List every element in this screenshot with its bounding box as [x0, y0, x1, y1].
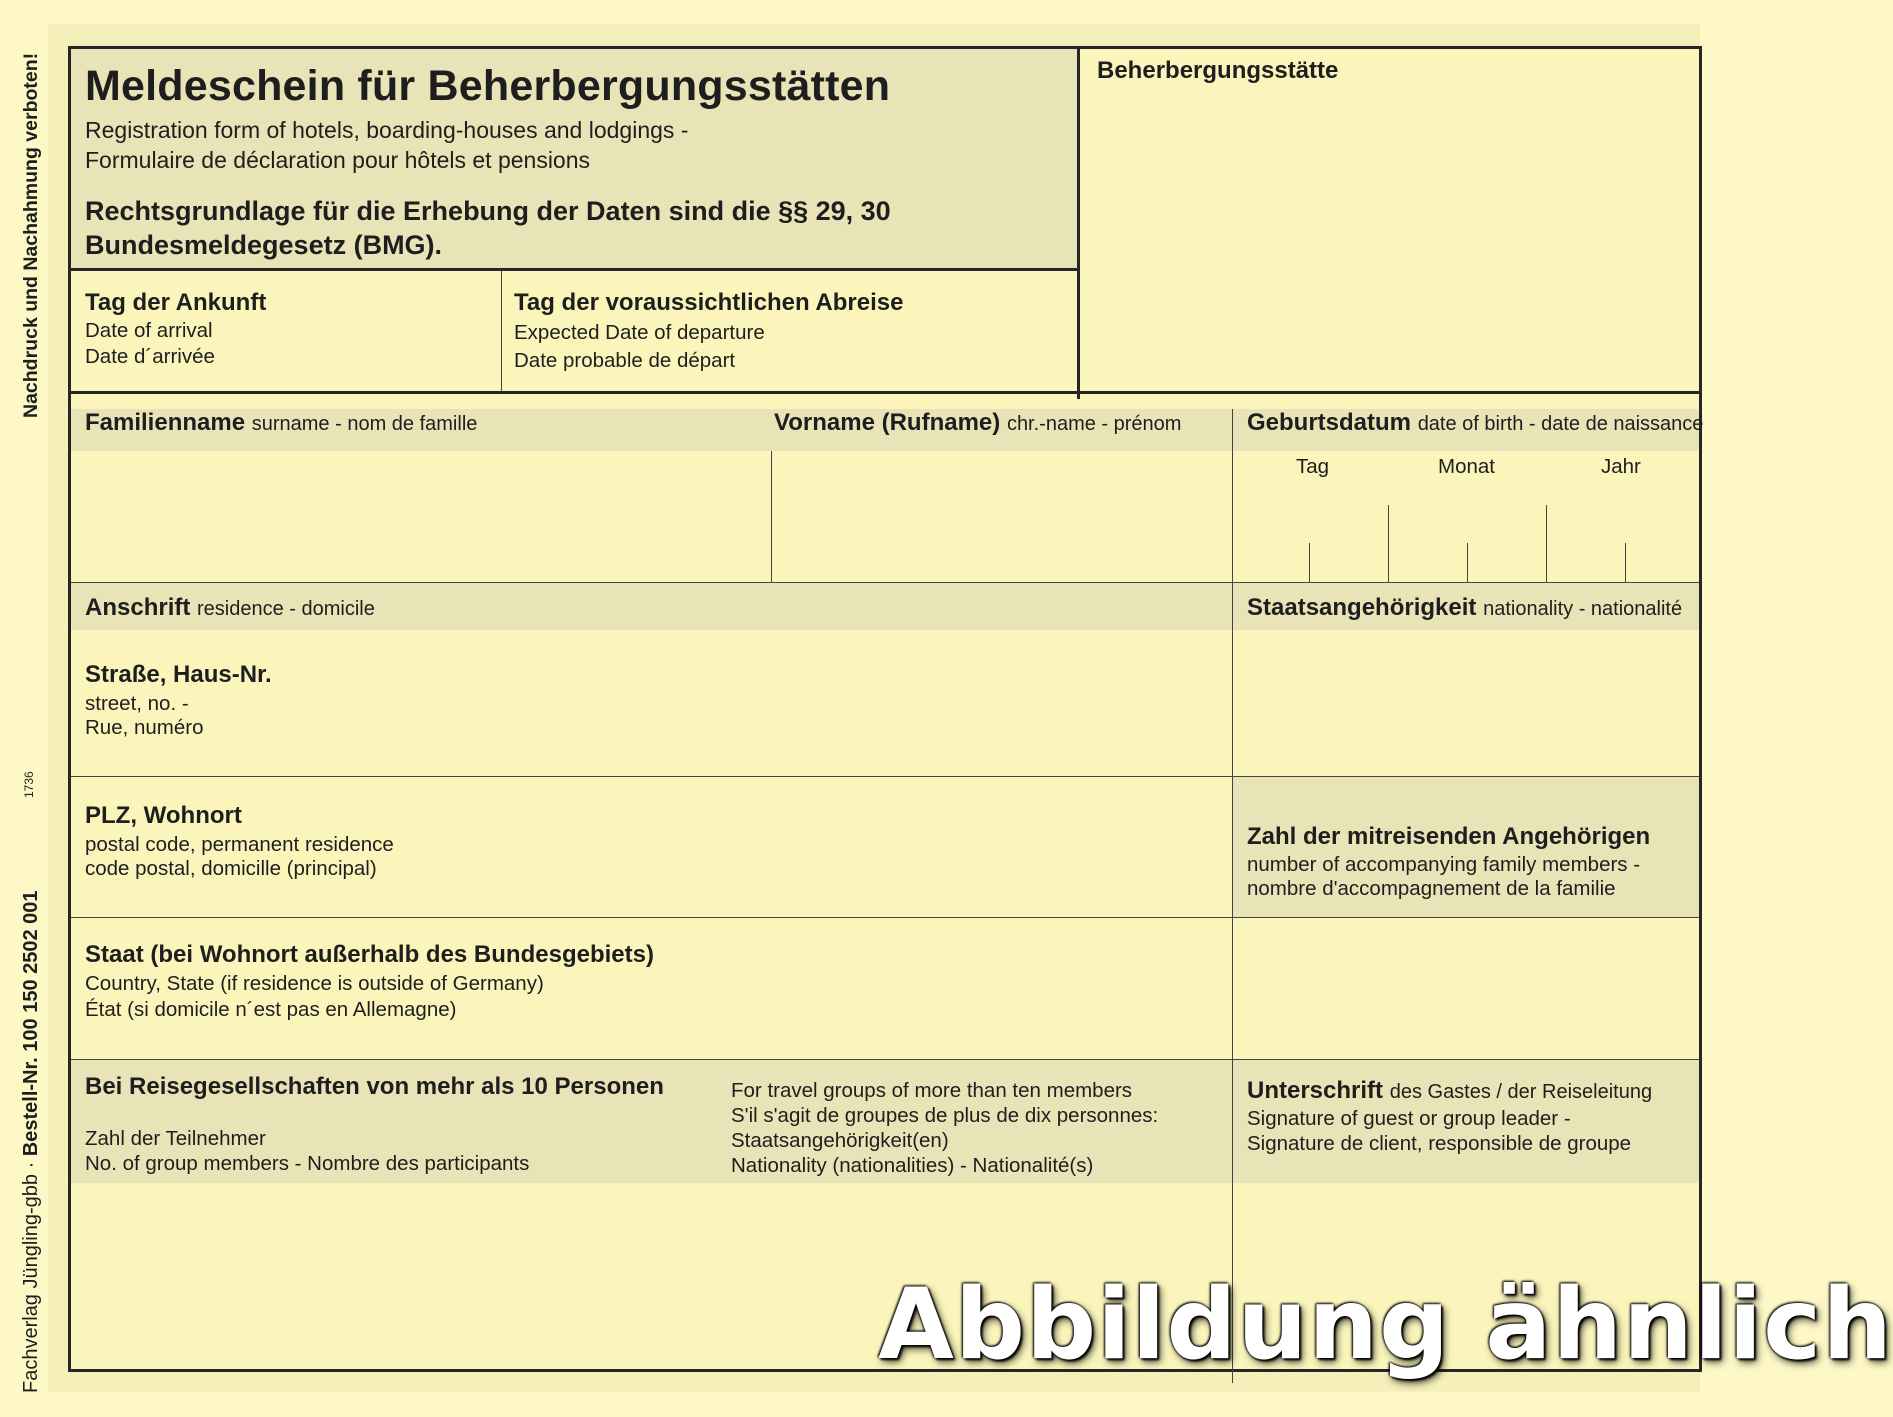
street-row-rule	[71, 776, 1699, 777]
signature-sub: des Gastes / der Reiseleitung	[1389, 1081, 1653, 1103]
group-info-fr: S'il s'agit de groupes de plus de dix personnes:	[731, 1104, 1159, 1127]
date-divider	[501, 271, 502, 391]
group-info-en: For travel groups of more than ten members	[731, 1079, 1133, 1102]
birthdate-tick	[1546, 505, 1547, 582]
header-divider	[1077, 49, 1080, 399]
surname-label: Familienname surname - nom de famille	[85, 409, 478, 436]
departure-label: Tag der voraussichtlichen Abreise	[514, 289, 904, 316]
birthdate-tick	[1467, 543, 1468, 582]
order-number: Bestell-Nr. 100 150 2502 001	[20, 890, 42, 1157]
nationality-label: Staatsangehörigkeit nationality - nationalité	[1247, 594, 1683, 621]
form-subtitle-fr: Formulaire de déclaration pour hôtels et pensions	[85, 147, 591, 173]
family-count-fr: nombre d'accompagnement de la familie	[1247, 877, 1616, 900]
arrival-fr: Date d´arrivée	[85, 345, 215, 368]
postal-row-rule	[71, 917, 1699, 918]
publisher-order-info	[20, 890, 43, 1393]
form-subtitle-en: Registration form of hotels, boarding-houses and lodgings -	[85, 117, 689, 143]
departure-fr: Date probable de départ	[514, 349, 736, 372]
birthdate-label: Geburtsdatum date of birth - date de naissance	[1247, 409, 1704, 436]
sample-watermark: Abbildung ähnlich	[878, 1268, 1893, 1382]
group-count-de: Zahl der Teilnehmer	[85, 1127, 266, 1150]
birthdate-tick	[1388, 505, 1389, 582]
form-title: Meldeschein für Beherbergungsstätten	[85, 62, 891, 110]
surname-sub: surname - nom de famille	[251, 413, 478, 435]
group-label: Bei Reisegesellschaften von mehr als 10 Personen	[85, 1073, 664, 1100]
form-number: 1736	[22, 771, 36, 798]
departure-en: Expected Date of departure	[514, 321, 765, 344]
top-section-rule	[71, 391, 1699, 394]
legal-basis-2: Bundesmeldegesetz (BMG).	[85, 230, 443, 260]
address-label: Anschrift residence - domicile	[85, 594, 375, 621]
country-fr: État (si domicile n´est pas en Allemagne)	[85, 998, 457, 1021]
birthdate-day-label: Tag	[1296, 455, 1330, 478]
street-label: Straße, Haus-Nr.	[85, 661, 272, 688]
birthdate-tick	[1309, 543, 1310, 582]
signature-en: Signature of guest or group leader -	[1247, 1107, 1571, 1130]
signature-fr: Signature de client, responsible de groupe	[1247, 1132, 1632, 1155]
name-row-rule	[71, 582, 1699, 583]
group-count-en: No. of group members - Nombre des participants	[85, 1152, 530, 1175]
country-row-rule	[71, 1059, 1699, 1060]
family-count-label: Zahl der mitreisenden Angehörigen	[1247, 823, 1651, 850]
group-nationality-de: Staatsangehörigkeit(en)	[731, 1129, 949, 1152]
country-label: Staat (bei Wohnort außerhalb des Bundesgebiets)	[85, 941, 654, 968]
arrival-en: Date of arrival	[85, 319, 213, 342]
birthdate-tick	[1625, 543, 1626, 582]
birthdate-month-label: Monat	[1438, 455, 1495, 478]
copyright-notice: Nachdruck und Nachahmung verboten!	[20, 52, 42, 418]
legal-basis-1: Rechtsgrundlage für die Erhebung der Daten sind die §§ 29, 30	[85, 196, 891, 226]
group-nationality-en: Nationality (nationalities) - Nationalité(s)	[731, 1154, 1094, 1177]
nationality-sub: nationality - nationalité	[1483, 598, 1683, 620]
title-rule	[71, 268, 1080, 271]
firstname-label: Vorname (Rufname) chr.-name - prénom	[774, 409, 1182, 436]
publisher-name: Fachverlag Jüngling-gbb ·	[20, 1156, 42, 1393]
arrival-label: Tag der Ankunft	[85, 289, 267, 316]
street-en: street, no. -	[85, 692, 189, 715]
family-count-en: number of accompanying family members -	[1247, 853, 1641, 876]
establishment-label: Beherbergungsstätte	[1097, 57, 1339, 84]
street-fr: Rue, numéro	[85, 716, 204, 739]
birthdate-sub: date of birth - date de naissance	[1417, 413, 1704, 435]
postal-label: PLZ, Wohnort	[85, 802, 242, 829]
signature-label: Unterschrift des Gastes / der Reiseleitung	[1247, 1077, 1653, 1104]
country-en: Country, State (if residence is outside of Germany)	[85, 972, 544, 995]
postal-en: postal code, permanent residence	[85, 833, 394, 856]
postal-fr: code postal, domicille (principal)	[85, 857, 377, 880]
right-column-divider	[1232, 409, 1233, 1383]
name-divider	[771, 451, 772, 582]
firstname-sub: chr.-name - prénom	[1006, 413, 1182, 435]
registration-form	[68, 46, 1702, 1372]
address-sub: residence - domicile	[197, 598, 375, 620]
birthdate-year-label: Jahr	[1601, 455, 1641, 478]
